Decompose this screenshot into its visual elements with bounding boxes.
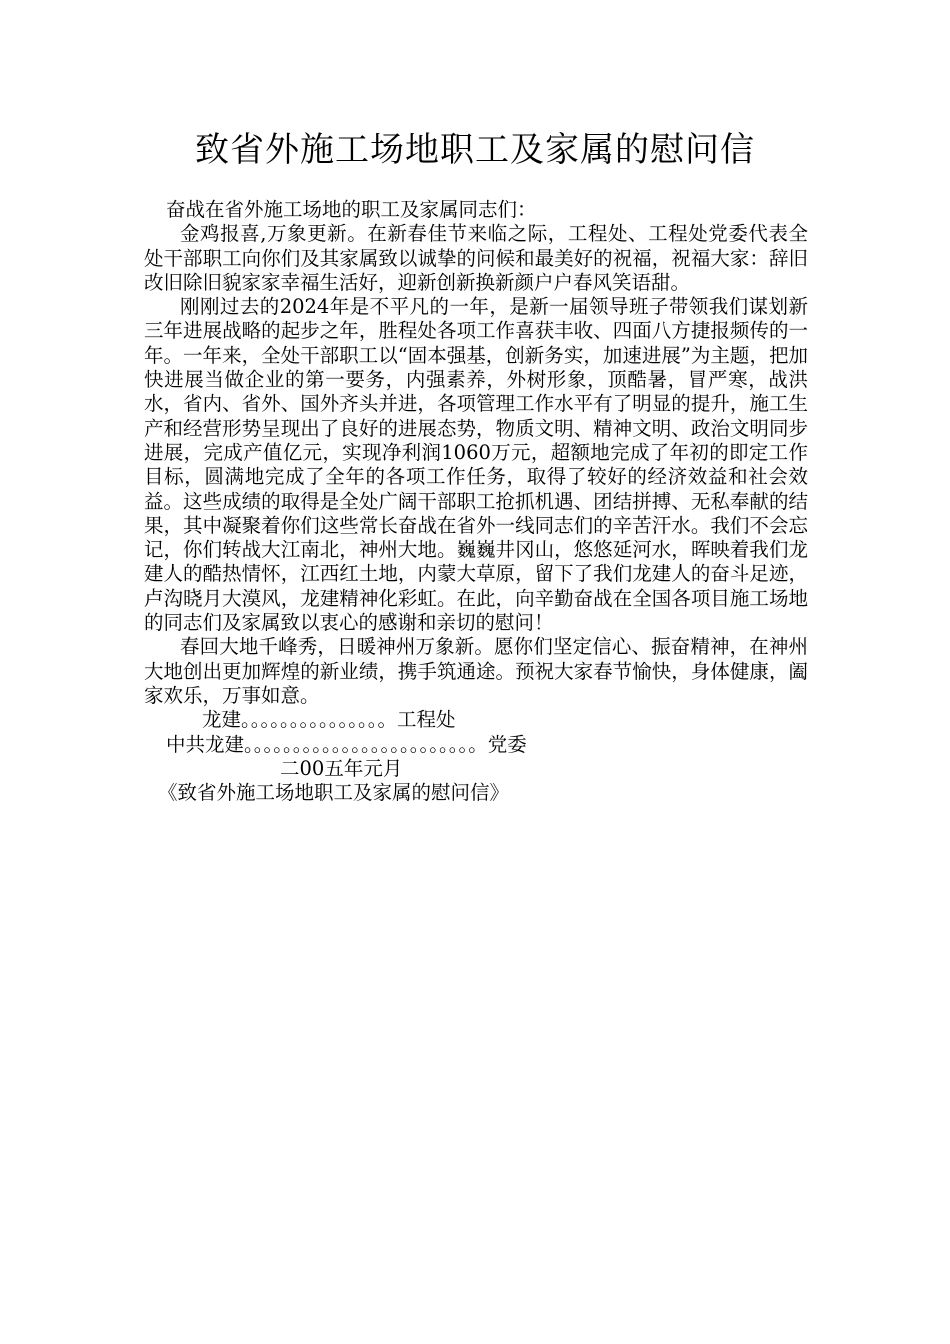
document-title: 致省外施工场地职工及家属的慰问信 (195, 130, 755, 170)
paragraph-1: 金鸡报喜,万象更新。在新春佳节来临之际，工程处、工程处党委代表全处干部职工向你们及其家属致以诚挚的问候和最美好的祝福，祝福大家：辞旧改旧除旧貌家家幸福生活好，迎新创新换新颜户户春风笑语甜。 (144, 222, 808, 294)
signature-engineering-office: 龙建。。。。。。。。。。。。。。。工程处 (202, 708, 456, 732)
paragraph-2: 刚刚过去的2024年是不平凡的一年，是新一届领导班子带领我们谋划新三年进展战略的起步之年，胜程处各项工作喜获丰收、四面八方捷报频传的一年。一年来，全处干部职工以“固本强基，创新务实，加速进展”为主题，把加快进展当做企业的第一要务，内强素养，外树形象，顶酷暑，冒严寒，战洪水，省内、省外、国外齐头并进，各项管理工作水平有了明显的提升，施工生产和经营形势呈现出了良好的进展态势，物质文明、精神文明、政治文明同步进展，完成产值亿元，实现净利润1060万元，超额地完成了年初的即定工作目标，圆满地完成了全年的各项工作任务，取得了较好的经济效益和社会效益。这些成绩的取得是全处广阔干部职工抢抓机遇、团结拼搏、无私奉献的结果，其中凝聚着你们这些常长奋战在省外一线同志们的辛苦汗水。我们不会忘记，你们转战大江南北，神州大地。巍巍井冈山，悠悠延河水，晖映着我们龙建人的酷热情怀，江西红土地，内蒙大草原，留下了我们龙建人的奋斗足迹，卢沟晓月大漠风，龙建精神化彩虹。在此，向辛勤奋战在全国各项目施工场地的同志们及家属致以衷心的感谢和亲切的慰问！ (144, 295, 808, 635)
footer-title: 《致省外施工场地职工及家属的慰问信》 (158, 781, 510, 805)
signature-party-committee: 中共龙建。。。。。。。。。。。。。。。。。。。。。。。。党委 (166, 732, 527, 756)
letter-body (144, 198, 808, 805)
paragraph-3: 春回大地千峰秀，日暖神州万象新。愿你们坚定信心、振奋精神，在神州大地创出更加辉煌的新业绩，携手筑通途。预祝大家春节愉快，身体健康，阖家欢乐，万事如意。 (144, 635, 808, 707)
letter-date: 二00五年元月 (280, 756, 403, 780)
salutation: 奋战在省外施工场地的职工及家属同志们： (166, 198, 537, 221)
